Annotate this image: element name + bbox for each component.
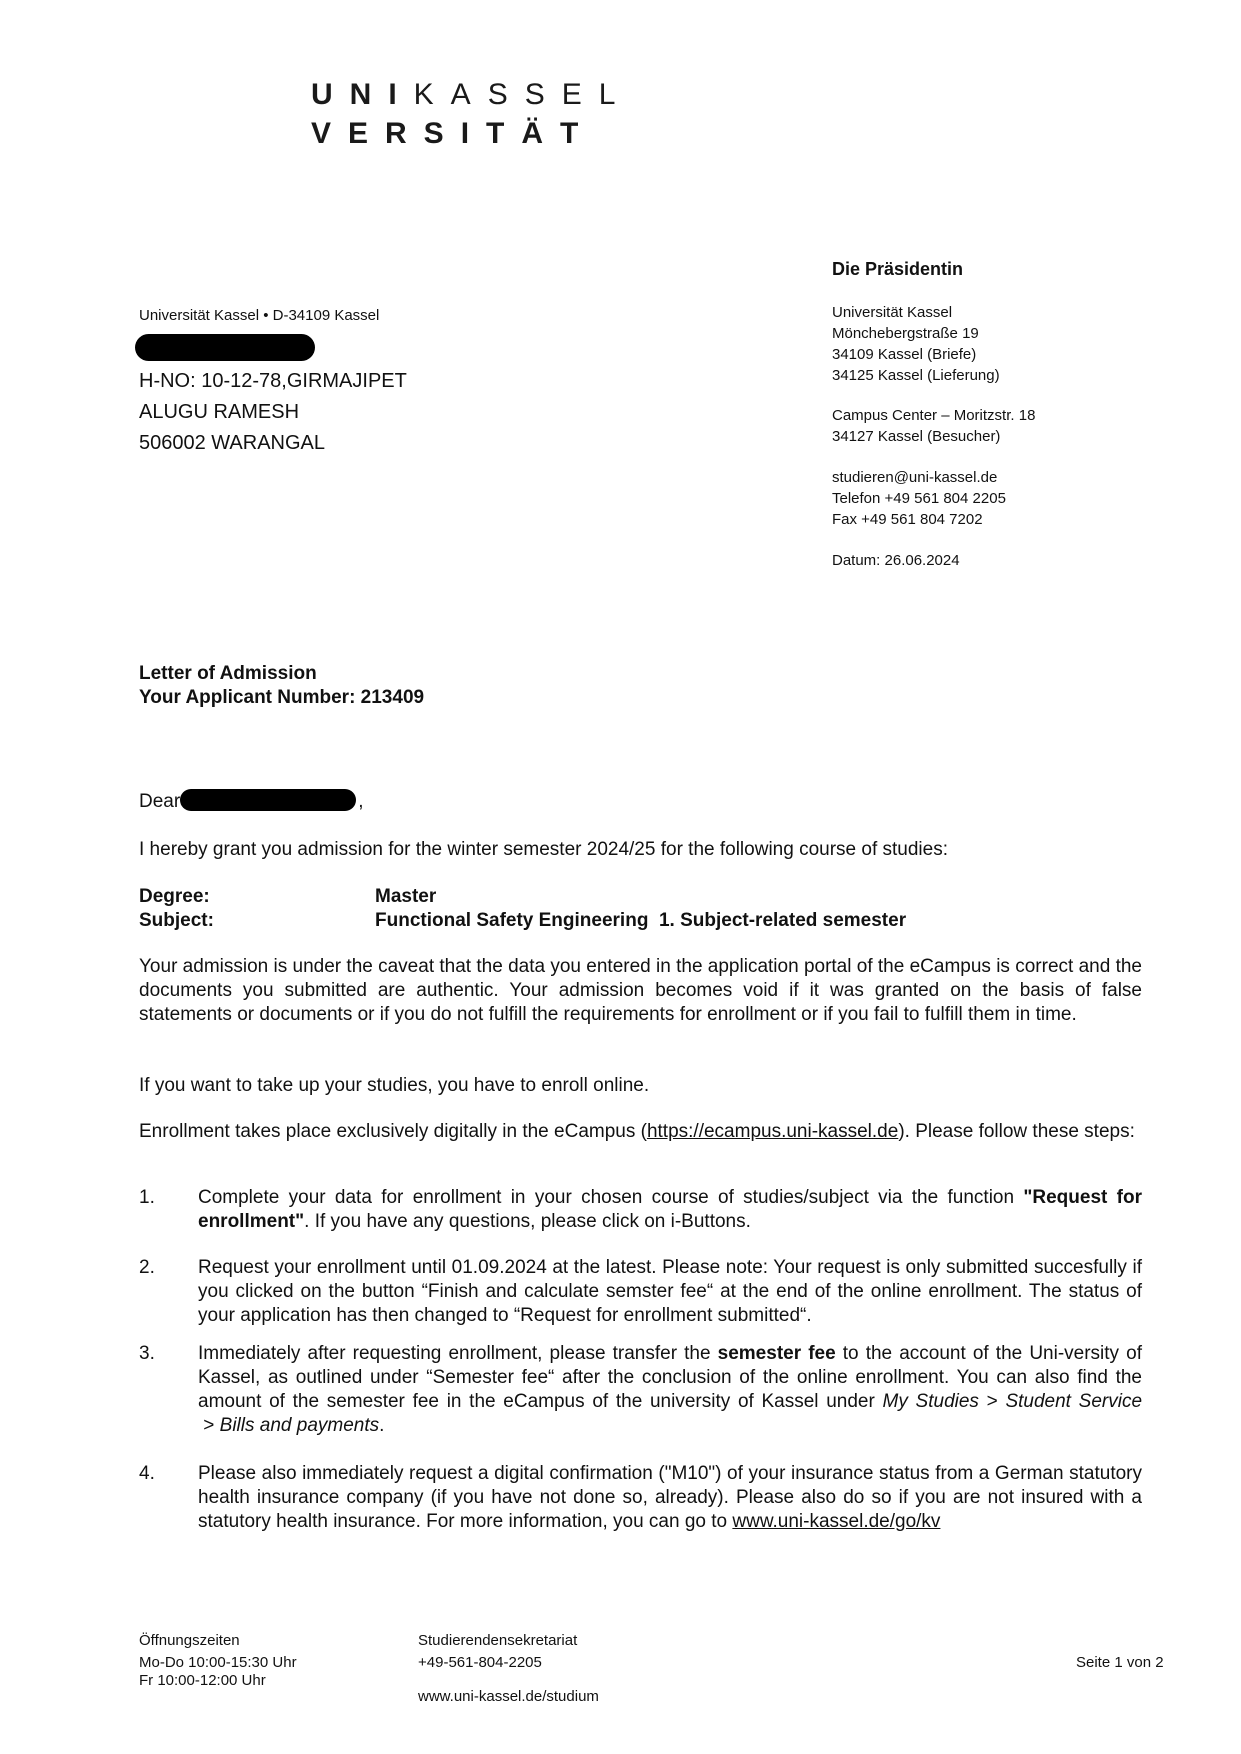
contact-info [832, 467, 1006, 530]
degree-value: Master [375, 886, 437, 907]
footer-opening-hours: Öffnungszeiten Mo-Do 10:00-15:30 Uhr Fr 10:00-12:00 Uhr [139, 1632, 297, 1689]
salutation: Dear , [139, 791, 364, 812]
university-logo-line2: VERSITÄT [311, 117, 596, 150]
degree-row [139, 885, 1139, 909]
degree-label: Degree: [139, 886, 210, 907]
recipient-line-3: 506002 WARANGAL [139, 432, 326, 454]
caveat-paragraph: Your admission is under the caveat that the data you entered in the application portal of the eCampus is correct and the documents you submitted are authentic. Your admission becomes void if it was granted on the basis of false statements or documents or if you do not fulfill the requirements for enrollment or if you fail to fulfill them in time. [139, 956, 1142, 1025]
sender-line: Universität Kassel • D-34109 Kassel [139, 307, 380, 324]
letter-subject [139, 662, 424, 710]
applicant-number: Your Applicant Number: 213409 [139, 687, 425, 708]
subject-row [139, 909, 1139, 933]
page-number: Seite 1 von 2 [1076, 1654, 1164, 1671]
office-website-link[interactable]: www.uni-kassel.de/studium [418, 1688, 599, 1705]
university-logo-line1: UNIKASSEL [311, 78, 633, 111]
recipient-line-1: H-NO: 10-12-78,GIRMAJIPET [139, 370, 407, 392]
ecampus-link[interactable]: https://ecampus.uni-kassel.de [646, 1121, 899, 1142]
campus-address: Campus Center – Moritzstr. 18 34127 Kassel (Besucher) [832, 407, 1036, 445]
letter-title: Letter of Admission [139, 663, 317, 684]
subject-label: Subject: [139, 910, 214, 931]
contact-phone: Telefon +49 561 804 2205 [832, 490, 1006, 507]
contact-email[interactable]: studieren@uni-kassel.de [832, 469, 998, 486]
recipient-line-2: ALUGU RAMESH [139, 401, 300, 423]
subject-value: Functional Safety Engineering 1. Subject-related semester [375, 910, 907, 931]
intro-paragraph: I hereby grant you admission for the winter semester 2024/25 for the following course of studies: [139, 839, 948, 860]
contact-fax: Fax +49 561 804 7202 [832, 511, 983, 528]
redaction-mark [135, 334, 315, 361]
university-address: Universität Kassel Mönchebergstraße 19 34109 Kassel (Briefe) 34125 Kassel (Lieferung) [832, 304, 1000, 384]
footer-student-office: Studierendensekretariat +49-561-804-2205 www.uni-kassel.de/studium [418, 1632, 599, 1705]
enroll-online-paragraph: If you want to take up your studies, you have to enroll online. [139, 1075, 650, 1096]
enrollment-paragraph: Enrollment takes place exclusively digitally in the eCampus (https://ecampus.uni-kassel.de). Please follow these steps: [139, 1121, 1135, 1142]
recipient-address [139, 366, 407, 459]
insurance-info-link[interactable]: www.uni-kassel.de/go/kv [732, 1511, 941, 1532]
president-title: Die Präsidentin [832, 259, 964, 279]
redaction-mark [180, 789, 356, 811]
letter-date: Datum: 26.06.2024 [832, 552, 960, 569]
